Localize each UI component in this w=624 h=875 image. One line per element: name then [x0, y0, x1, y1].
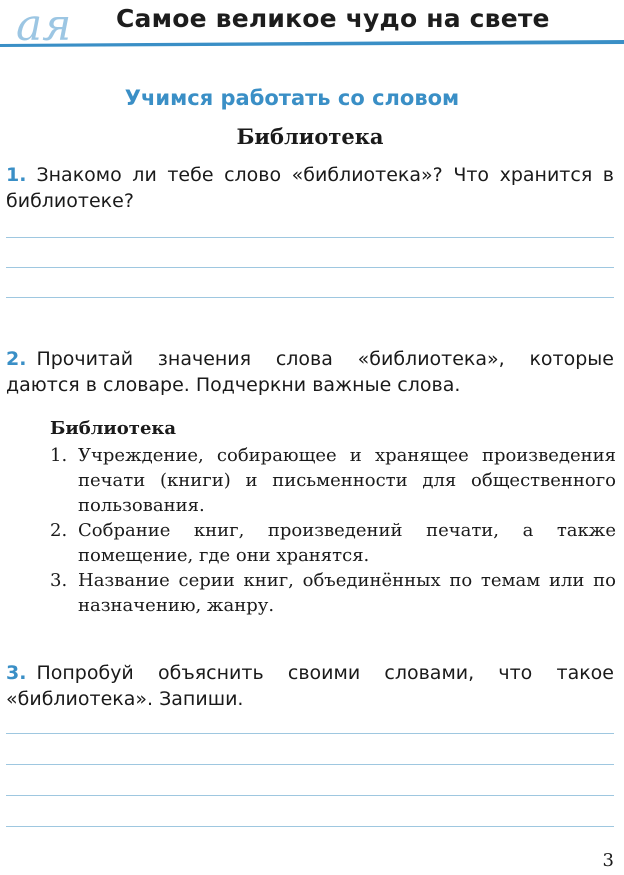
answer-line[interactable] [6, 297, 614, 298]
task-number: 3. [6, 662, 27, 684]
answer-line[interactable] [6, 764, 614, 765]
meaning-text: Собрание книг, произведений печати, а также помещение, где они хранятся. [78, 520, 616, 566]
word-title: Библиотека [236, 124, 384, 149]
task-1 [6, 162, 614, 214]
section-title: Учимся работать со словом [124, 86, 460, 110]
meaning-text: Учреждение, собирающее и хранящее произведения печати (книги) и письменности для общественного пользования. [78, 445, 616, 516]
dictionary-meaning [50, 568, 616, 618]
chapter-title: Самое великое чудо на свете [116, 4, 550, 33]
answer-line[interactable] [6, 795, 614, 796]
page-header [0, 0, 624, 52]
answer-line[interactable] [6, 267, 614, 268]
dictionary-meaning [50, 443, 616, 518]
dictionary-headword: Библиотека [50, 418, 177, 439]
dictionary-meaning [50, 518, 616, 568]
meaning-number: 3. [50, 570, 68, 591]
task-number: 1. [6, 164, 27, 186]
meaning-number: 1. [50, 445, 68, 466]
textbook-logo-icon [14, 2, 106, 48]
task-number: 2. [6, 348, 27, 370]
page-number: 3 [602, 850, 614, 871]
task-text: Знакомо ли тебе слово «библиотека»? Что хранится в библиотеке? [6, 164, 614, 212]
meaning-number: 2. [50, 520, 68, 541]
answer-line[interactable] [6, 237, 614, 238]
dictionary-entry [50, 416, 616, 618]
answer-line[interactable] [6, 826, 614, 827]
answer-line[interactable] [6, 733, 614, 734]
logo-letters: ая [16, 2, 72, 48]
task-2 [6, 346, 614, 398]
task-text: Попробуй объяснить своими словами, что такое «библиотека». Запиши. [6, 662, 614, 710]
task-text: Прочитай значения слова «библиотека», которые даются в словаре. Подчеркни важные слова. [6, 348, 614, 396]
task-3 [6, 660, 614, 712]
meaning-text: Название серии книг, объединённых по темам или по назначению, жанру. [78, 570, 616, 616]
